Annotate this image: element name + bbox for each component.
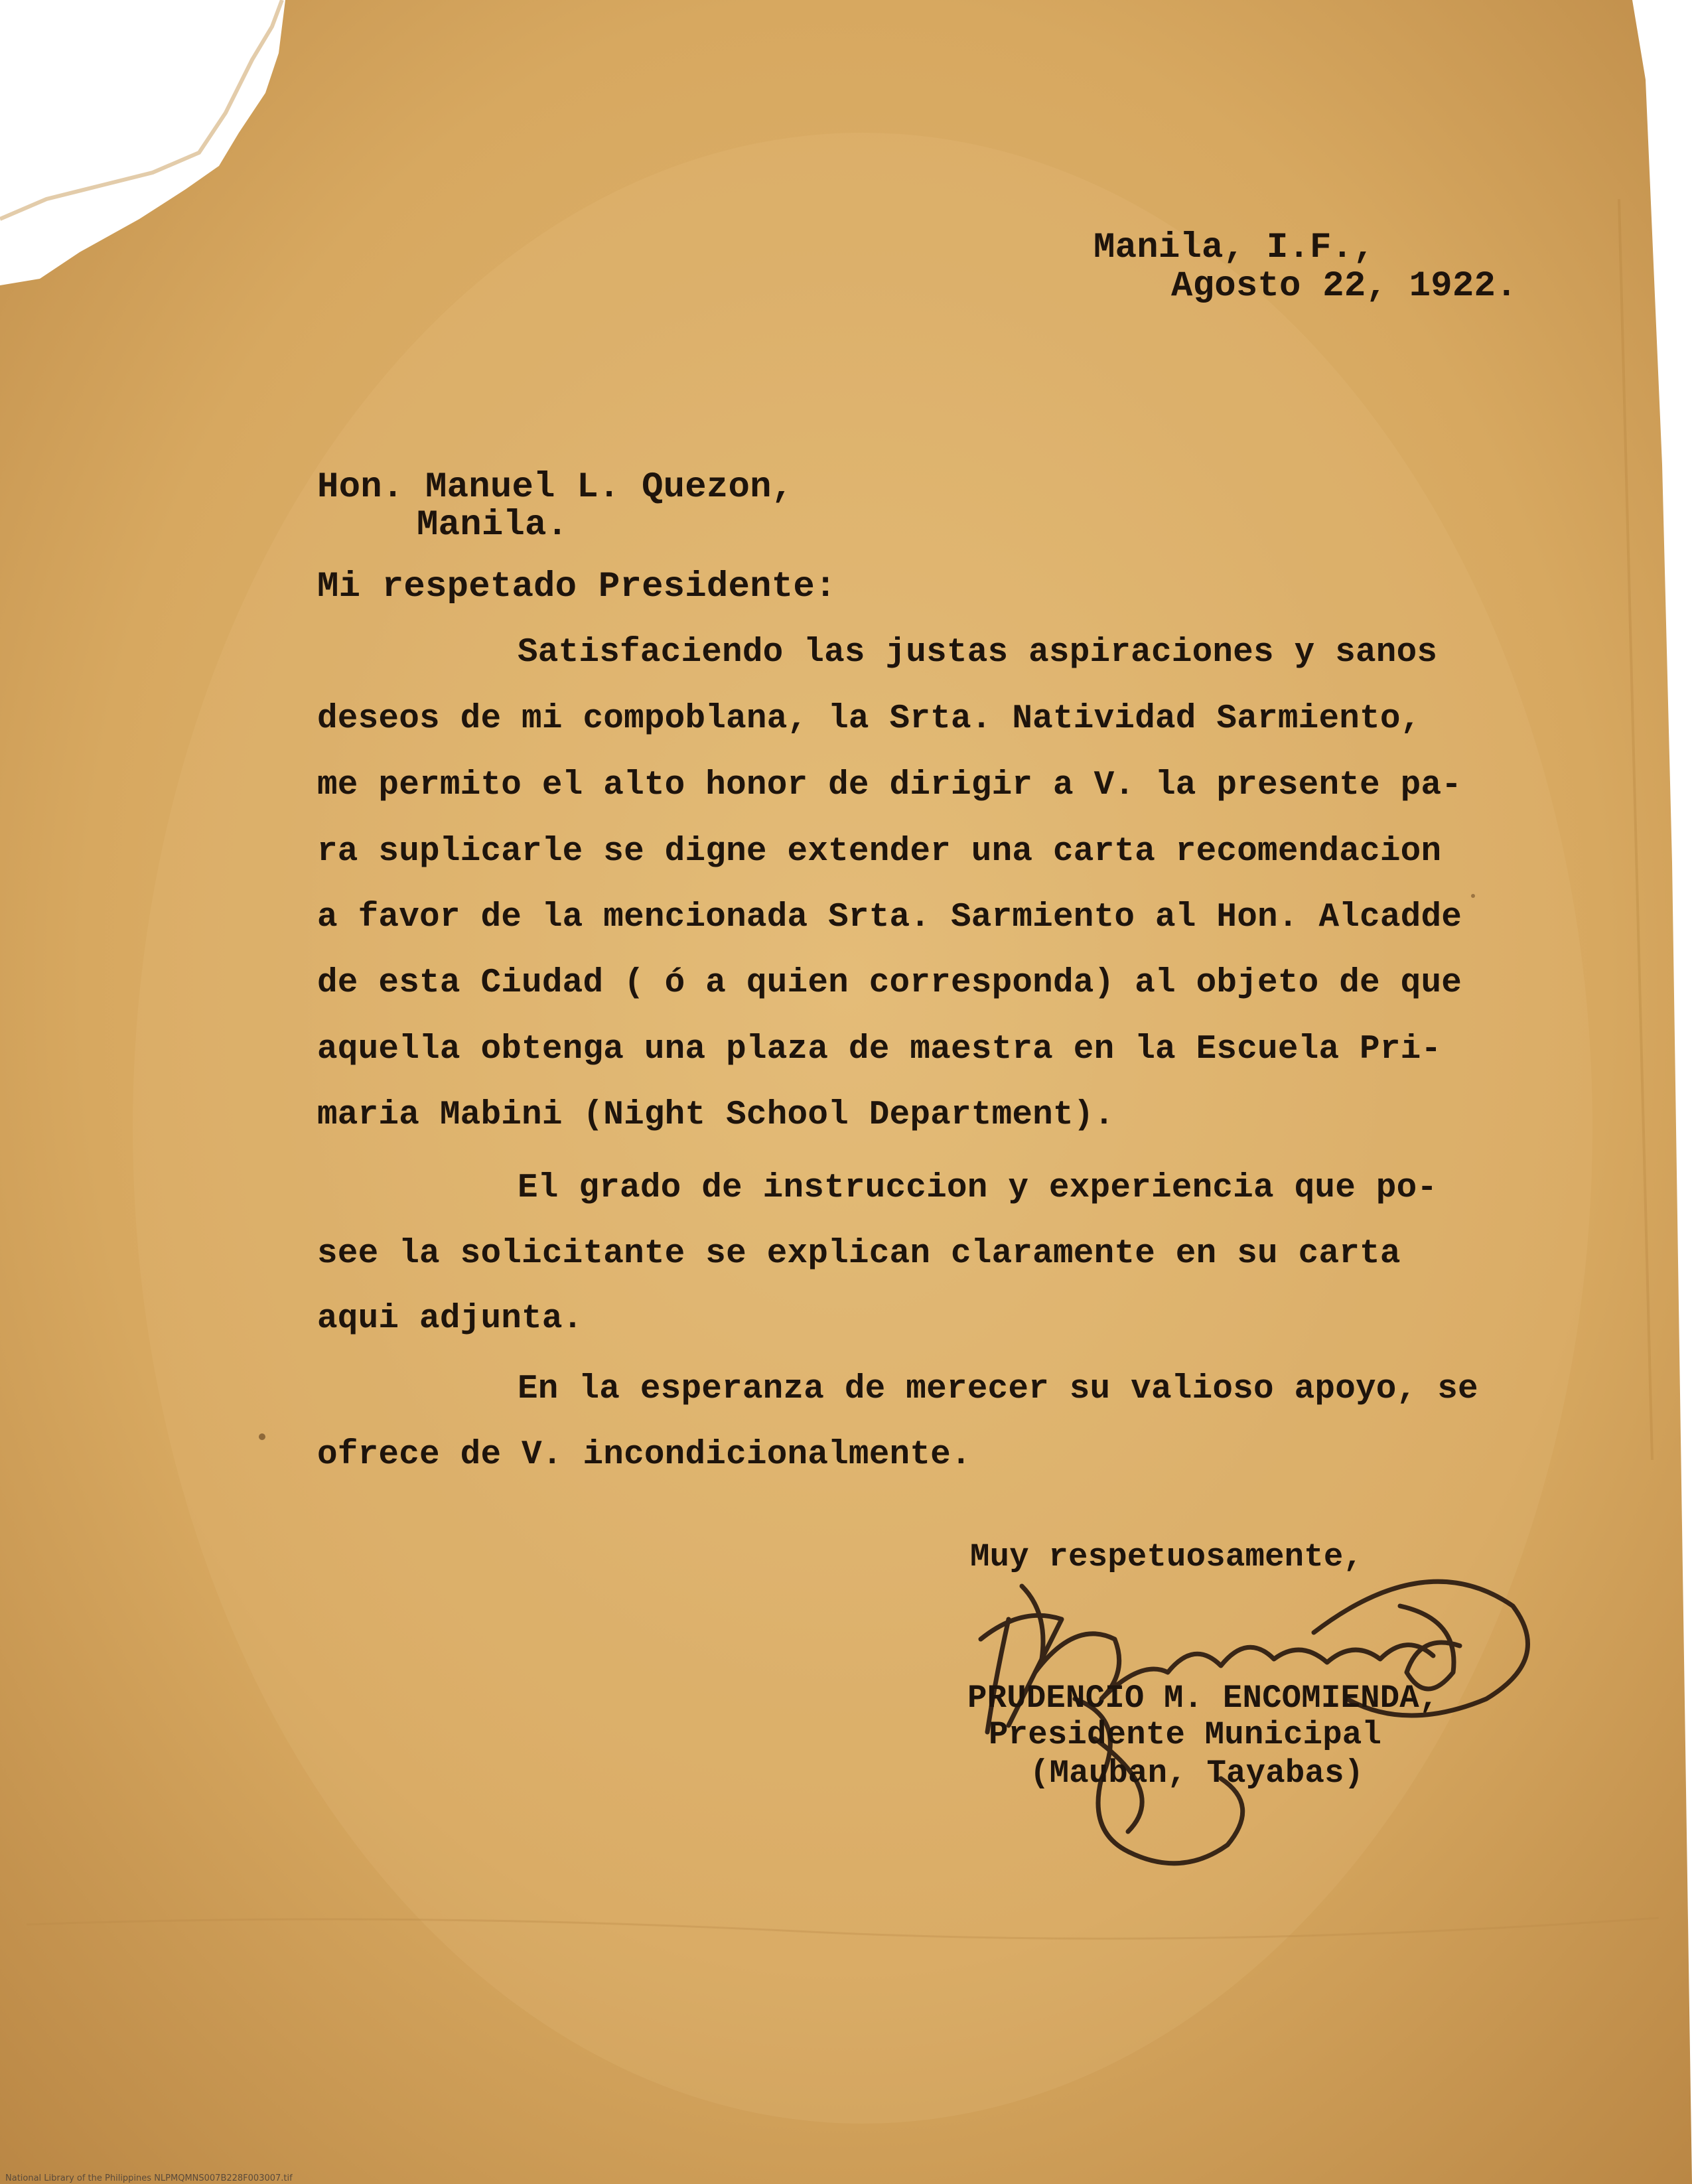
closing: Muy respetuosamente, <box>970 1538 1364 1575</box>
body-line: El grado de instruccion y experiencia que po- <box>518 1169 1438 1207</box>
body-line: En la esperanza de merecer su valioso apoyo, se <box>518 1370 1478 1408</box>
body-line: maria Mabini (Night School Department). <box>317 1096 1115 1134</box>
body-line: a favor de la mencionada Srta. Sarmiento al Hon. Alcadde <box>317 899 1462 936</box>
signatory-location: (Mauban, Tayabas) <box>1030 1755 1364 1792</box>
recipient-city: Manila. <box>417 505 569 546</box>
body-line: Satisfaciendo las justas aspiraciones y sanos <box>518 634 1438 672</box>
place-line: Manila, I.F., <box>1093 228 1375 268</box>
signatory-title: Presidente Municipal <box>989 1716 1382 1753</box>
scan-caption: National Library of the Philippines NLPMQMNS007B228F003007.tif <box>5 2173 293 2183</box>
body-line: deseos de mi compoblana, la Srta. Natividad Sarmiento, <box>317 700 1421 738</box>
body-line: de esta Ciudad ( ó a quien corresponda) al objeto de que <box>317 964 1462 1002</box>
body-line: ofrece de V. incondicionalmente. <box>317 1436 971 1474</box>
signatory-name: PRUDENCIO M. ENCOMIENDA, <box>967 1680 1439 1717</box>
body-line: see la solicitante se explican claramente en su carta <box>317 1235 1401 1273</box>
body-line: me permito el alto honor de dirigir a V. la presente pa- <box>317 766 1462 804</box>
body-line: aqui adjunta. <box>317 1300 583 1338</box>
body-line: ra suplicarle se digne extender una carta recomendacion <box>317 833 1442 871</box>
salutation: Mi respetado Presidente: <box>317 567 837 607</box>
recipient-name: Hon. Manuel L. Quezon, <box>317 467 794 508</box>
letter-date: Agosto 22, 1922. <box>1171 266 1517 307</box>
body-line: aquella obtenga una plaza de maestra en la Escuela Pri- <box>317 1031 1442 1068</box>
